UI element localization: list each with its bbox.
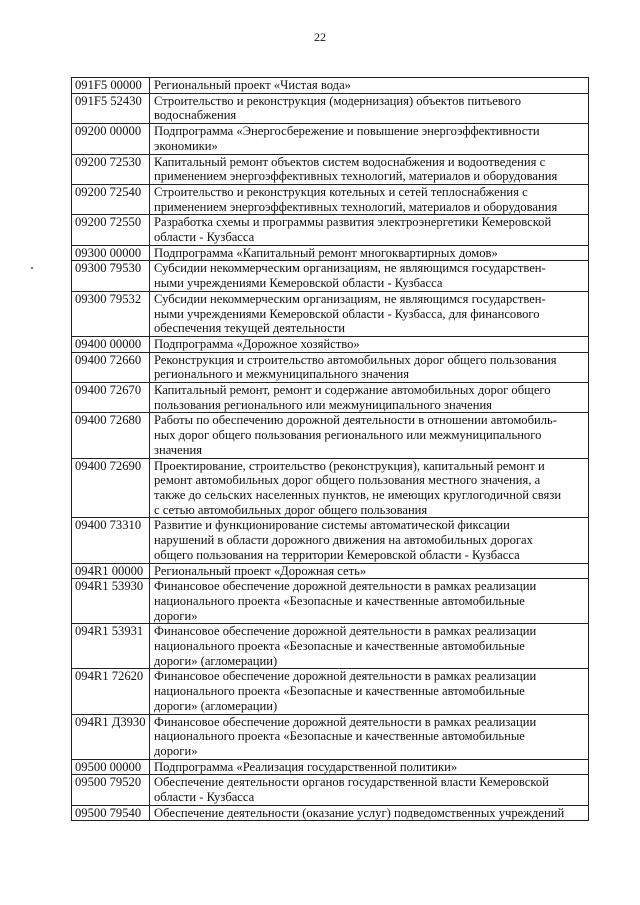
description-line: применением энергоэффективных технологий, материалов и оборудования [154,199,558,214]
row-description-cell [150,518,589,563]
row-code-cell: 09400 72670 [72,383,150,413]
description-line: Субсидии некоммерческим организациям, не являющимся государствен- [154,261,546,276]
description-line: национального проекта «Безопасные и качественные автомобильные [154,729,525,744]
description-line: национального проекта «Безопасные и качественные автомобильные [154,639,525,654]
row-code-cell: 091F5 52430 [72,93,150,123]
table-row [72,714,589,759]
description-line: Финансовое обеспечение дорожной деятельности в рамках реализации [154,579,537,594]
table-row [72,458,589,518]
table-row [72,759,589,775]
row-code-cell: 094R1 Д3930 [72,714,150,759]
description-line: ных дорог общего пользования регионального или межмуниципального [154,428,542,443]
row-description-cell [150,124,589,154]
description-line: Региональный проект «Чистая вода» [154,78,351,92]
description-line: дороги» [154,608,198,623]
row-code-cell: 09300 00000 [72,245,150,261]
description-line: Работы по обеспечению дорожной деятельности в отношении автомобиль- [154,413,557,428]
budget-classification-table [71,77,589,821]
table-body [72,78,589,821]
description-line: ными учреждениями Кемеровской области - Кузбасса, для финансового [154,306,540,321]
row-code-cell: 09200 72530 [72,154,150,184]
table-row [72,669,589,714]
description-line: Проектирование, строительство (реконструкция), капитальный ремонт и [154,458,545,473]
description-line: Подпрограмма «Энергосбережение и повышение энергоэффективности [154,124,540,139]
table-row [72,563,589,579]
row-description-cell [150,93,589,123]
row-code-cell: 09400 00000 [72,336,150,352]
row-code-cell: 09300 79530 [72,261,150,291]
row-description-cell [150,245,589,261]
description-line: ремонт автомобильных дорог общего пользования местного значения, а [154,473,541,488]
table-row [72,579,589,624]
row-description-cell [150,352,589,382]
row-description-cell [150,78,589,94]
row-code-cell: 094R1 53930 [72,579,150,624]
row-code-cell: 09500 00000 [72,759,150,775]
description-line: Финансовое обеспечение дорожной деятельности в рамках реализации [154,669,537,684]
description-line: с сетью автомобильных дорог общего пользования [154,502,428,517]
row-description-cell [150,291,589,336]
row-description-cell [150,383,589,413]
description-line: Строительство и реконструкция (модернизация) объектов питьевого [154,93,522,108]
description-line: обеспечения текущей деятельности [154,321,345,336]
description-line: Субсидии некоммерческим организациям, не являющимся государствен- [154,291,546,306]
table-row [72,805,589,821]
row-code-cell: 091F5 00000 [72,78,150,94]
row-description-cell [150,413,589,458]
description-line: области - Кузбасса [154,790,255,805]
row-code-cell: 09400 72680 [72,413,150,458]
table-row [72,624,589,669]
row-code-cell: 09400 72690 [72,458,150,518]
margin-mark [31,267,33,269]
description-line: Финансовое обеспечение дорожной деятельности в рамках реализации [154,714,537,729]
row-description-cell [150,215,589,245]
description-line: Подпрограмма «Дорожное хозяйство» [154,336,360,351]
row-code-cell: 094R1 53931 [72,624,150,669]
table-row [72,413,589,458]
description-line: ными учреждениями Кемеровской области - Кузбасса [154,276,443,291]
table-row [72,184,589,214]
description-line: Региональный проект «Дорожная сеть» [154,563,367,578]
row-description-cell [150,805,589,821]
table-row [72,93,589,123]
table-row [72,124,589,154]
row-description-cell [150,184,589,214]
description-line: общего пользования на территории Кемеровской области - Кузбасса [154,547,520,562]
description-line: Обеспечение деятельности (оказание услуг) подведомственных учреждений [154,805,565,820]
description-line: пользования регионального или межмуниципального значения [154,397,492,412]
description-line: также до сельских населенных пунктов, не имеющих круглогодичной связи [154,487,562,502]
description-line: Капитальный ремонт объектов систем водоснабжения и водоотведения с [154,154,546,169]
description-line: Капитальный ремонт, ремонт и содержание автомобильных дорог общего [154,383,551,398]
row-code-cell: 09400 73310 [72,518,150,563]
row-code-cell: 09500 79520 [72,775,150,805]
description-line: Подпрограмма «Капитальный ремонт многоквартирных домов» [154,245,498,260]
description-line: экономики» [154,138,218,153]
row-description-cell [150,714,589,759]
row-description-cell [150,336,589,352]
row-description-cell [150,624,589,669]
description-line: значения [154,442,202,457]
description-line: дороги» (агломерации) [154,653,278,668]
table-row [72,775,589,805]
description-line: дороги» (агломерации) [154,698,278,713]
description-line: Строительство и реконструкция котельных и сетей теплоснабжения с [154,184,528,199]
description-line: применением энергоэффективных технологий, материалов и оборудования [154,169,558,184]
row-code-cell: 09200 72550 [72,215,150,245]
row-description-cell [150,261,589,291]
row-code-cell: 094R1 00000 [72,563,150,579]
description-line: Подпрограмма «Реализация государственной политики» [154,759,458,774]
row-description-cell [150,154,589,184]
row-description-cell [150,759,589,775]
row-description-cell [150,458,589,518]
table-row [72,261,589,291]
row-code-cell: 09300 79532 [72,291,150,336]
row-code-cell: 09200 00000 [72,124,150,154]
description-line: Обеспечение деятельности органов государственной власти Кемеровской [154,775,549,790]
row-code-cell: 09500 79540 [72,805,150,821]
description-line: регионального и межмуниципального значения [154,367,410,382]
row-code-cell: 09200 72540 [72,184,150,214]
table-row [72,518,589,563]
row-description-cell [150,669,589,714]
row-description-cell [150,563,589,579]
row-description-cell [150,579,589,624]
table-row [72,336,589,352]
table-row [72,154,589,184]
table-row [72,215,589,245]
description-line: Разработка схемы и программы развития электроэнергетики Кемеровской [154,215,552,230]
row-description-cell [150,775,589,805]
description-line: Финансовое обеспечение дорожной деятельности в рамках реализации [154,624,537,639]
description-line: области - Кузбасса [154,230,255,245]
description-line: водоснабжения [154,108,237,123]
table-row [72,245,589,261]
table-row [72,383,589,413]
description-line: Реконструкция и строительство автомобильных дорог общего пользования [154,352,557,367]
description-line: национального проекта «Безопасные и качественные автомобильные [154,593,525,608]
table-row [72,78,589,94]
description-line: нарушений в области дорожного движения на автомобильных дорогах [154,533,533,548]
page-number: 22 [314,30,326,44]
description-line: дороги» [154,743,198,758]
row-code-cell: 094R1 72620 [72,669,150,714]
row-code-cell: 09400 72660 [72,352,150,382]
description-line: Развитие и функционирование системы автоматической фиксации [154,518,510,533]
table-row [72,291,589,336]
description-line: национального проекта «Безопасные и качественные автомобильные [154,684,525,699]
table-row [72,352,589,382]
